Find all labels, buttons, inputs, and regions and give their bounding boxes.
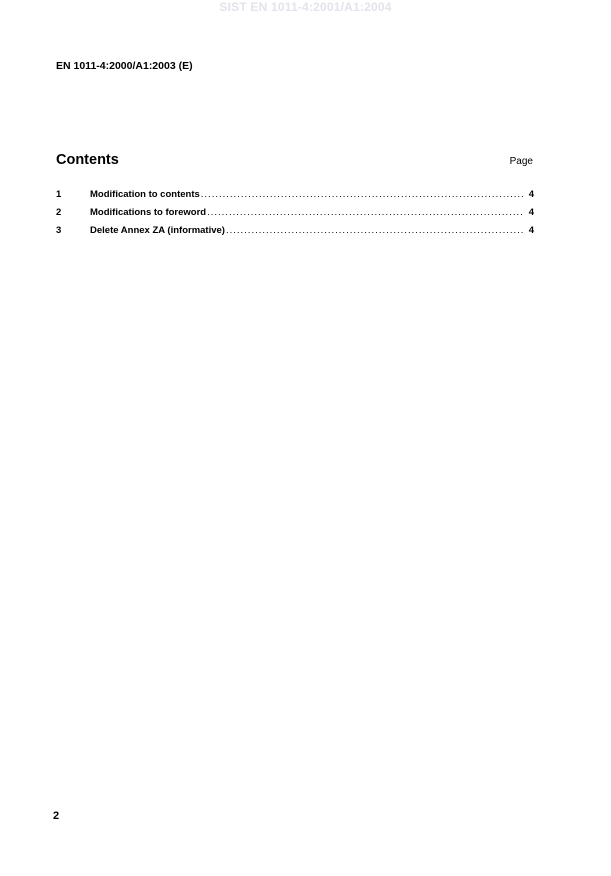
toc-entry-title[interactable]: Modifications to foreword — [90, 207, 207, 218]
toc-entry-number: 3 — [56, 225, 62, 236]
watermark-text: SIST EN 1011-4:2001/A1:2004 — [219, 0, 392, 14]
toc-entry[interactable] — [56, 189, 534, 207]
toc-entry[interactable] — [56, 225, 534, 243]
toc-entry-page[interactable]: 4 — [528, 225, 534, 236]
contents-heading: Contents — [56, 152, 119, 168]
toc-entry-title[interactable]: Delete Annex ZA (informative) — [90, 225, 225, 236]
toc-dot-leader — [207, 207, 524, 219]
table-of-contents — [56, 189, 534, 243]
toc-entry-number: 2 — [56, 207, 62, 218]
toc-dot-leader — [226, 225, 524, 237]
page-column-label: Page — [509, 156, 533, 167]
toc-entry-number: 1 — [56, 189, 62, 200]
toc-entry[interactable] — [56, 207, 534, 225]
toc-entry-page[interactable]: 4 — [528, 189, 534, 200]
toc-dot-leader — [201, 189, 524, 201]
toc-entry-page[interactable]: 4 — [528, 207, 534, 218]
toc-entry-title[interactable]: Modification to contents — [90, 189, 200, 200]
page-number: 2 — [53, 810, 60, 822]
document-standard-id: EN 1011-4:2000/A1:2003 (E) — [56, 60, 193, 72]
